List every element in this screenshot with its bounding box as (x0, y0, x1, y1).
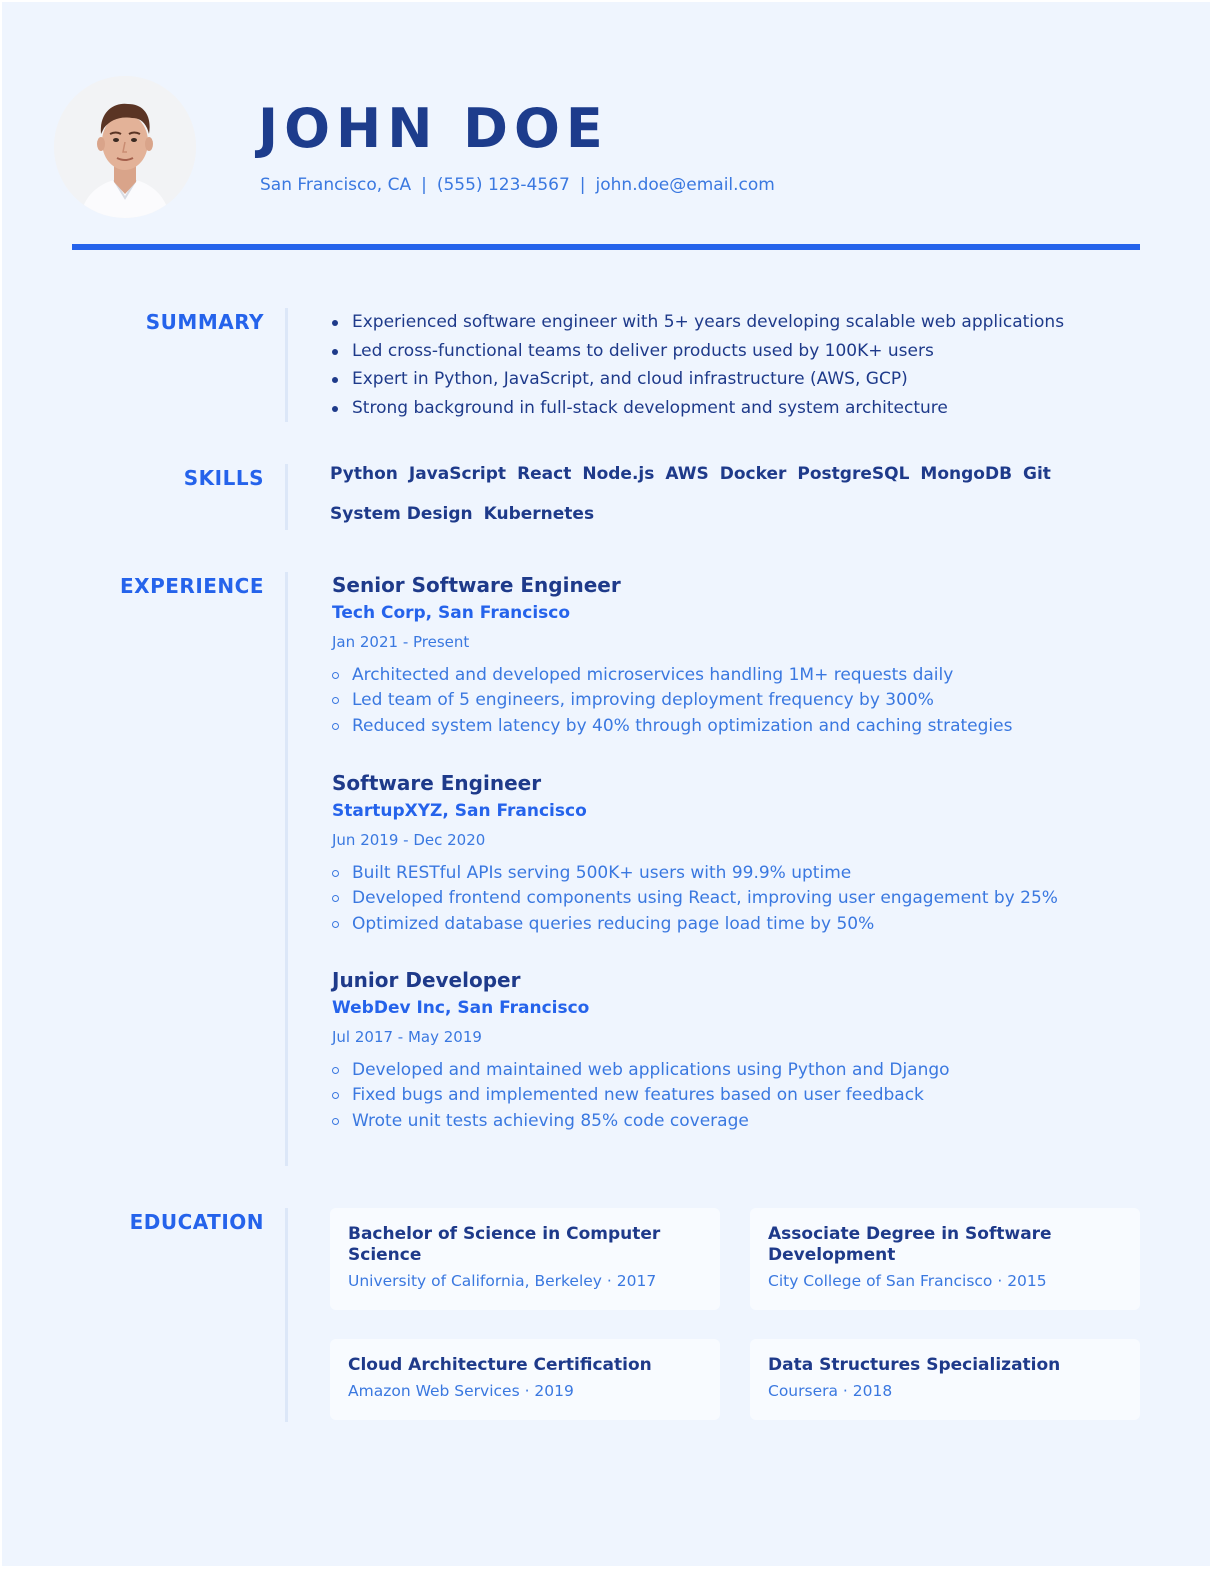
education-degree: Associate Degree in Software Development (768, 1224, 1052, 1265)
job-bullet: Optimized database queries reducing page load time by 50% (332, 912, 1058, 937)
skill-tag: Docker (719, 464, 787, 484)
profile-photo (54, 76, 196, 218)
header-divider (72, 244, 1140, 250)
education-meta: Amazon Web Services · 2019 (348, 1382, 574, 1400)
skills-divider (285, 464, 288, 530)
job-bullet: Built RESTful APIs serving 500K+ users with 99.9% uptime (332, 861, 1058, 886)
person-portrait-icon (54, 76, 196, 218)
job-entry (332, 571, 1012, 739)
education-degree: Bachelor of Science in Computer Science (348, 1224, 661, 1265)
summary-item: Led cross-functional teams to deliver products used by 100K+ users (330, 337, 1064, 366)
skill-tag: JavaScript (408, 464, 507, 484)
contact-location: San Francisco, CA (260, 175, 412, 195)
job-entry (332, 966, 950, 1134)
education-card (750, 1339, 1140, 1420)
job-bullets (332, 861, 1058, 937)
summary-heading: SUMMARY (145, 310, 264, 334)
job-dates: Jun 2019 - Dec 2020 (332, 831, 486, 849)
skills-list (330, 462, 1130, 542)
contact-email: john.doe@email.com (595, 175, 775, 195)
job-company: Tech Corp, San Francisco (332, 603, 571, 623)
skill-tag: PostgreSQL (797, 464, 910, 484)
job-bullet: Fixed bugs and implemented new features based on user feedback (332, 1083, 950, 1108)
job-dates: Jan 2021 - Present (332, 633, 470, 651)
summary-item: Expert in Python, JavaScript, and cloud infrastructure (AWS, GCP) (330, 365, 1064, 394)
contact-phone: (555) 123-4567 (436, 175, 570, 195)
skills-heading: SKILLS (183, 466, 264, 490)
skill-tag: Kubernetes (483, 504, 595, 524)
summary-item: Strong background in full-stack development and system architecture (330, 394, 1064, 423)
experience-divider (285, 572, 288, 1166)
contact-line (260, 174, 775, 196)
skill-tag: Git (1023, 464, 1051, 484)
summary-list (330, 308, 1064, 422)
job-company: WebDev Inc, San Francisco (332, 998, 590, 1018)
education-degree: Data Structures Specialization (768, 1355, 1061, 1375)
contact-separator: | (579, 175, 586, 195)
job-entry (332, 769, 1058, 937)
skill-tag: Node.js (582, 464, 655, 484)
skill-tag: React (517, 464, 572, 484)
summary-item: Experienced software engineer with 5+ years developing scalable web applications (330, 308, 1064, 337)
education-meta: Coursera · 2018 (768, 1382, 893, 1400)
job-dates: Jul 2017 - May 2019 (332, 1028, 482, 1046)
job-bullets (332, 1058, 950, 1134)
education-card (750, 1208, 1140, 1310)
education-divider (285, 1208, 288, 1422)
summary-divider (285, 308, 288, 422)
job-title: Senior Software Engineer (332, 573, 621, 597)
education-heading: EDUCATION (129, 1210, 264, 1234)
skill-tag: System Design (330, 504, 473, 524)
skill-tag: Python (330, 464, 398, 484)
job-bullet: Architected and developed microservices handling 1M+ requests daily (332, 663, 1012, 688)
education-card (330, 1339, 720, 1420)
job-bullets (332, 663, 1012, 739)
job-company: StartupXYZ, San Francisco (332, 801, 587, 821)
job-bullet: Wrote unit tests achieving 85% code coverage (332, 1109, 950, 1134)
candidate-name: JOHN DOE (258, 97, 609, 160)
skill-tag: MongoDB (920, 464, 1013, 484)
job-title: Software Engineer (332, 771, 542, 795)
skill-tag: AWS (665, 464, 709, 484)
job-bullet: Reduced system latency by 40% through optimization and caching strategies (332, 714, 1012, 739)
education-meta: University of California, Berkeley · 2017 (348, 1272, 657, 1290)
job-bullet: Led team of 5 engineers, improving deployment frequency by 300% (332, 688, 1012, 713)
job-bullet: Developed frontend components using React, improving user engagement by 25% (332, 886, 1058, 911)
experience-heading: EXPERIENCE (120, 574, 264, 598)
education-meta: City College of San Francisco · 2015 (768, 1272, 1047, 1290)
resume-page (2, 2, 1210, 1566)
job-title: Junior Developer (332, 968, 521, 992)
contact-separator: | (421, 175, 427, 195)
job-bullet: Developed and maintained web applications using Python and Django (332, 1058, 950, 1083)
education-degree: Cloud Architecture Certification (348, 1355, 652, 1375)
education-card (330, 1208, 720, 1310)
